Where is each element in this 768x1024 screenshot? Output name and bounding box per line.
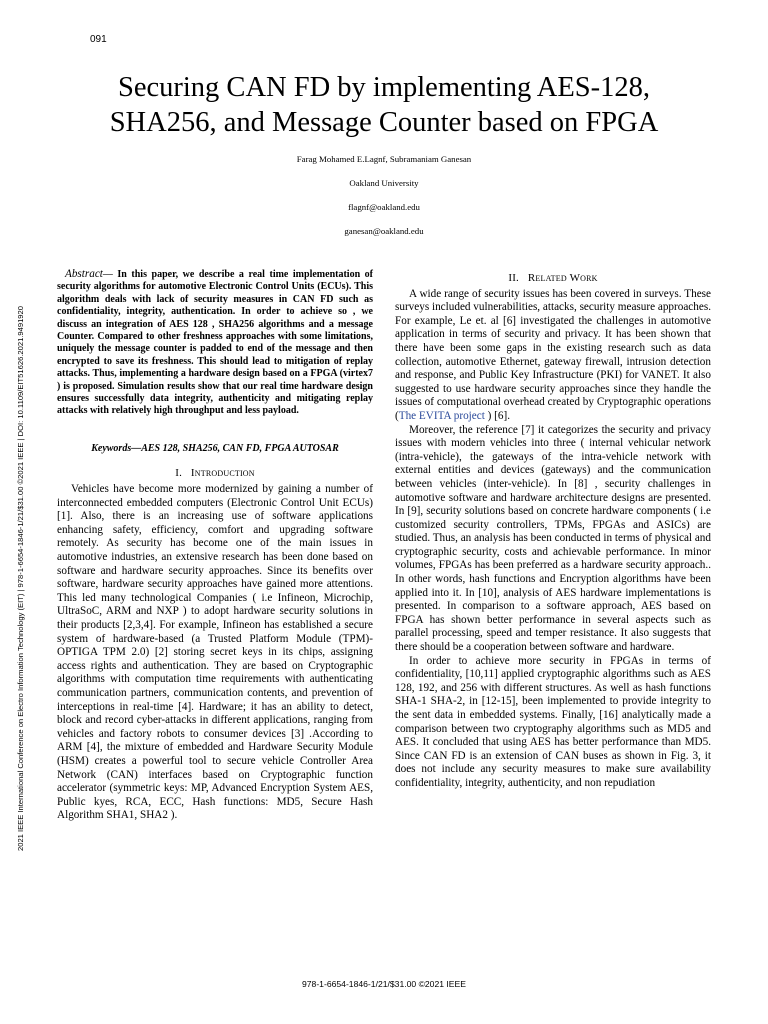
evita-project-link[interactable]: The EVITA project [398,409,485,422]
section-heading-introduction [57,467,373,481]
abstract [57,268,373,418]
sidebar-citation-text: 2021 IEEE International Conference on Electro Information Technology (EIT) | 978-1-6654-1846-1/21/$31.00 ©2021 IEEE | DOI: 10.1109/EIT51626.2021.9491920 [16,306,25,851]
section-2-number: II. [508,272,520,284]
page-footer: 978-1-6654-1846-1/21/$31.00 ©2021 IEEE [301,979,466,989]
keywords: Keywords—AES 128, SHA256, CAN FD, FPGA AUTOSAR [91,442,339,454]
section-1-title: Introduction [190,467,255,480]
right-column [395,268,711,791]
related-p1-tail: ) [6]. [484,409,510,422]
conference-sidebar [14,166,28,851]
abstract-text: In this paper, we describe a real time implementation of security algorithms for automotive Electronic Control Units (ECUs). This algorithm deals with lack of security measures in CAN FD such as confidentiality, integrity, authentication. In order to achieve so , we discuss an integration of AES 128 , SHA256 algorithms and a message Counter. Compared to other freshness approaches with some limitations, uniquely the message counter is padded to end of the message and then encrypted to save its freshness. This should lead to mitigation of replay attacks. Thus, implementing a hardware design based on a FPGA (virtex7 ) is proposed. Simulation results show that our real time hardware design ensures successfully data integrity, authenticity and mitigating replay attacks with relatively high throughput and less payload. [57,269,373,417]
section-1-number: I. [175,467,183,480]
title-line-1: Securing CAN FD by implementing AES-128, [118,72,650,103]
related-work-paragraph-3: In order to achieve more security in FPGAs in terms of confidentiality, [10,11] applied cryptographic algorithms such as AES 128, 192, and 256 with different structures. As well as hash functions SHA-1 SHA-2, in [12-15], been implemented to provide integrity to the sent data in embedded systems. Finally, [16] analytically made a comparison between two cryptography algorithms such as MD5 and AES. It concluded that using AES has better performance than MD5. Since CAN FD is an extension of CAN buses as shown in Fig. 3, it does not include any security measures to make sure availability confidentiality, integrity, authenticity, and non repudiation [395,654,711,789]
title-line-2: SHA256, and Message Counter based on FPGA [109,107,659,138]
section-2-title: Related Work [527,272,598,284]
email-2[interactable]: ganesan@oakland.edu [344,226,424,236]
affiliation: Oakland University [349,178,419,188]
left-column [57,268,373,823]
section-heading-related-work [395,272,711,286]
related-p1-text: A wide range of security issues has been covered in surveys. These surveys included vulnerabilities, attacks, security measure approaches. For example, Le et. al [6] investigated the challenges in automotive application in terms of security and privacy. It has been shown that there have been some gaps in the existing research such as data collection, automotive Ethernet, gateway firewall, intrusion detection and response, and Public Key Infrastructure (PKI) for VANET. It also suggested to use hardware security approaches since they handle the issues of computational overhead created by Cryptographic operations ( [395,287,711,422]
authors: Farag Mohamed E.Lagnf, Subramaniam Ganesan [296,154,472,164]
related-work-paragraph-2: Moreover, the reference [7] it categorizes the security and privacy issues with modern vehicles into three ( internal vehicular network (intra-vehicle), the gateways of the intra-vehicle network with external entities and devices (gateways) and the communication between vehicles (inter-vehicle). In [8] , security challenges in automotive software and hardware architecture designs are presented. In [9], security solutions based on concrete hardware components ( i.e customized security controllers, TPMs, FPGAs and ASICs) are studied. Thus, an analysis has been conducted in terms of physical and cryptographic security, costs and achievable performance. In minor volumes, FPGAs has been preferred as a hardware security approach.. In other words, hash functions and Encryption algorithms have been applied into it. In [10], analysis of AES hardware implementations is presented. In comparison to a software approach, AES based on FPGA has shown better performance in several aspects such as parallel processing, speed and temper resistance. It also suggests that there should be a cooperation between software and hardware. [395,423,711,654]
email-1[interactable]: flagnf@oakland.edu [348,202,420,212]
paper-title [60,70,708,140]
introduction-paragraph: Vehicles have become more modernized by gaining a number of interconnected embedded computers (Electronic Control Unit ECUs) [1]. Also, there is an increasing use of software applications enhancing safety, efficiency, comfort and upgrading software remotely. As security has become one of the main issues in automotive industries, an extensive research has been done based on software and hardware security approaches. Since its benefits over software, hardware security approaches have gained more attentions. This led many technological Companies ( i.e Infineon, Microchip, UltraSoC, ARM and NXP ) to adopt hardware security solutions in their products [2,3,4]. For example, Infineon has established a secure system of hardware-based (a Trusted Platform Module (TPM)- OPTIGA TPM 2.0) [2] storing secret keys in its chips, assigning access rights and authentication. They are based on Cryptographic algorithms with computation time requirements with authenticating communication partners, communication contents, and prevention of interceptions in real-time [4]. Hardware; it has an ability to detect, block and record cyber-attacks in different applications, ranging from vehicles and factory robots to consumer devices [3] .According to ARM [4], the mixture of embedded and Hardware Security Module (HSM) creates a powerful tool to secure vehicle Controller Area Network (CAN) interfaces based on Cryptographic function accelerator (symmetric keys: MP, Advanced Encryption System AES, Public kyes, RCA, ECC, Hash functions: MD5, Secure Hash Algorithm SHA1, SHA2 ). [57,483,373,822]
related-work-paragraph-1 [395,288,711,424]
page-number: 091 [90,34,107,45]
abstract-lead: Abstract— [65,268,113,280]
